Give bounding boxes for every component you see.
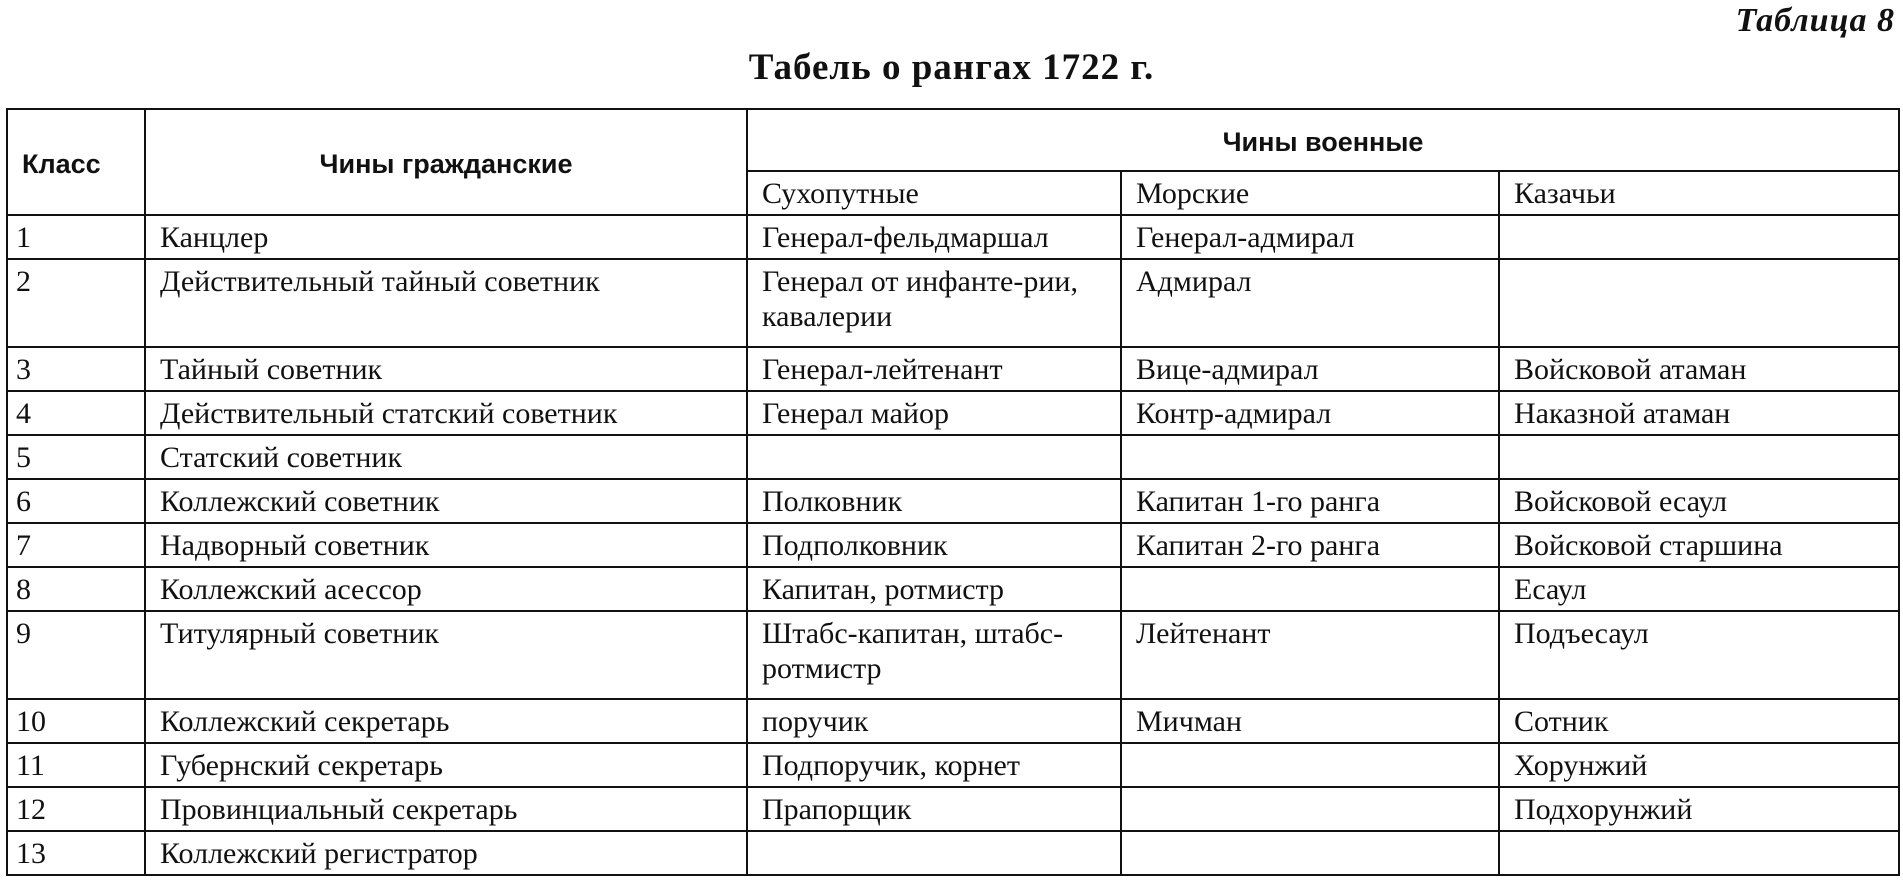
naval-rank-cell — [1121, 567, 1499, 611]
table-row — [7, 743, 1899, 787]
class-cell: 4 — [7, 391, 145, 435]
class-cell: 9 — [7, 611, 145, 699]
civil-rank-cell: Провинциальный секретарь — [145, 787, 747, 831]
naval-rank-cell: Контр-адмирал — [1121, 391, 1499, 435]
header-civil-ranks: Чины гражданские — [145, 109, 747, 215]
land-rank-cell: Подполковник — [747, 523, 1121, 567]
cossack-rank-cell: Подъесаул — [1499, 611, 1899, 699]
cossack-rank-cell — [1499, 215, 1899, 259]
naval-rank-cell — [1121, 787, 1499, 831]
table-row — [7, 523, 1899, 567]
land-rank-cell: Прапорщик — [747, 787, 1121, 831]
civil-rank-cell: Статский советник — [145, 435, 747, 479]
table-row — [7, 435, 1899, 479]
naval-rank-cell: Капитан 2-го ранга — [1121, 523, 1499, 567]
class-cell: 8 — [7, 567, 145, 611]
civil-rank-cell: Надворный советник — [145, 523, 747, 567]
class-cell: 7 — [7, 523, 145, 567]
civil-rank-cell: Коллежский советник — [145, 479, 747, 523]
header-class: Класс — [7, 109, 145, 215]
table-row — [7, 391, 1899, 435]
civil-rank-cell: Действительный тайный советник — [145, 259, 747, 347]
class-cell: 10 — [7, 699, 145, 743]
class-cell: 12 — [7, 787, 145, 831]
cossack-rank-cell: Хорунжий — [1499, 743, 1899, 787]
page-title: Табель о рангах 1722 г. — [748, 47, 1155, 88]
cossack-rank-cell — [1499, 259, 1899, 347]
table-row — [7, 259, 1899, 347]
cossack-rank-cell — [1499, 831, 1899, 875]
land-rank-cell: Генерал-лейтенант — [747, 347, 1121, 391]
ranks-table — [6, 108, 1900, 876]
naval-rank-cell — [1121, 743, 1499, 787]
cossack-rank-cell: Подхорунжий — [1499, 787, 1899, 831]
table-row — [7, 479, 1899, 523]
class-cell: 2 — [7, 259, 145, 347]
class-cell: 6 — [7, 479, 145, 523]
civil-rank-cell: Действительный статский советник — [145, 391, 747, 435]
class-cell: 5 — [7, 435, 145, 479]
naval-rank-cell: Капитан 1-го ранга — [1121, 479, 1499, 523]
header-military-ranks: Чины военные — [747, 109, 1899, 171]
table-row — [7, 699, 1899, 743]
civil-rank-cell: Коллежский асессор — [145, 567, 747, 611]
naval-rank-cell: Генерал-адмирал — [1121, 215, 1499, 259]
cossack-rank-cell: Войсковой атаман — [1499, 347, 1899, 391]
naval-rank-cell — [1121, 435, 1499, 479]
civil-rank-cell: Тайный советник — [145, 347, 747, 391]
header-cossack-ranks: Казачьи — [1499, 171, 1899, 215]
class-cell: 13 — [7, 831, 145, 875]
land-rank-cell: Генерал от инфанте-рии, кавалерии — [747, 259, 1121, 347]
header-naval-ranks: Морские — [1121, 171, 1499, 215]
land-rank-cell: поручик — [747, 699, 1121, 743]
civil-rank-cell: Титулярный советник — [145, 611, 747, 699]
table-row — [7, 215, 1899, 259]
cossack-rank-cell: Сотник — [1499, 699, 1899, 743]
cossack-rank-cell: Наказной атаман — [1499, 391, 1899, 435]
land-rank-cell: Генерал майор — [747, 391, 1121, 435]
naval-rank-cell: Адмирал — [1121, 259, 1499, 347]
naval-rank-cell — [1121, 831, 1499, 875]
civil-rank-cell: Губернский секретарь — [145, 743, 747, 787]
class-cell: 11 — [7, 743, 145, 787]
cossack-rank-cell: Войсковой есаул — [1499, 479, 1899, 523]
naval-rank-cell: Вице-адмирал — [1121, 347, 1499, 391]
table-row — [7, 347, 1899, 391]
table-row — [7, 611, 1899, 699]
cossack-rank-cell: Войсковой старшина — [1499, 523, 1899, 567]
table-row — [7, 567, 1899, 611]
land-rank-cell: Генерал-фельдмаршал — [747, 215, 1121, 259]
land-rank-cell — [747, 831, 1121, 875]
land-rank-cell: Полковник — [747, 479, 1121, 523]
table-row — [7, 831, 1899, 875]
civil-rank-cell: Коллежский регистратор — [145, 831, 747, 875]
table-row — [7, 787, 1899, 831]
table-number-label: Таблица 8 — [1735, 2, 1895, 39]
land-rank-cell: Подпоручик, корнет — [747, 743, 1121, 787]
cossack-rank-cell: Есаул — [1499, 567, 1899, 611]
cossack-rank-cell — [1499, 435, 1899, 479]
naval-rank-cell: Лейтенант — [1121, 611, 1499, 699]
land-rank-cell: Штабс-капитан, штабс-ротмистр — [747, 611, 1121, 699]
naval-rank-cell: Мичман — [1121, 699, 1499, 743]
land-rank-cell: Капитан, ротмистр — [747, 567, 1121, 611]
civil-rank-cell: Коллежский секретарь — [145, 699, 747, 743]
land-rank-cell — [747, 435, 1121, 479]
class-cell: 3 — [7, 347, 145, 391]
civil-rank-cell: Канцлер — [145, 215, 747, 259]
class-cell: 1 — [7, 215, 145, 259]
header-land-ranks: Сухопутные — [747, 171, 1121, 215]
